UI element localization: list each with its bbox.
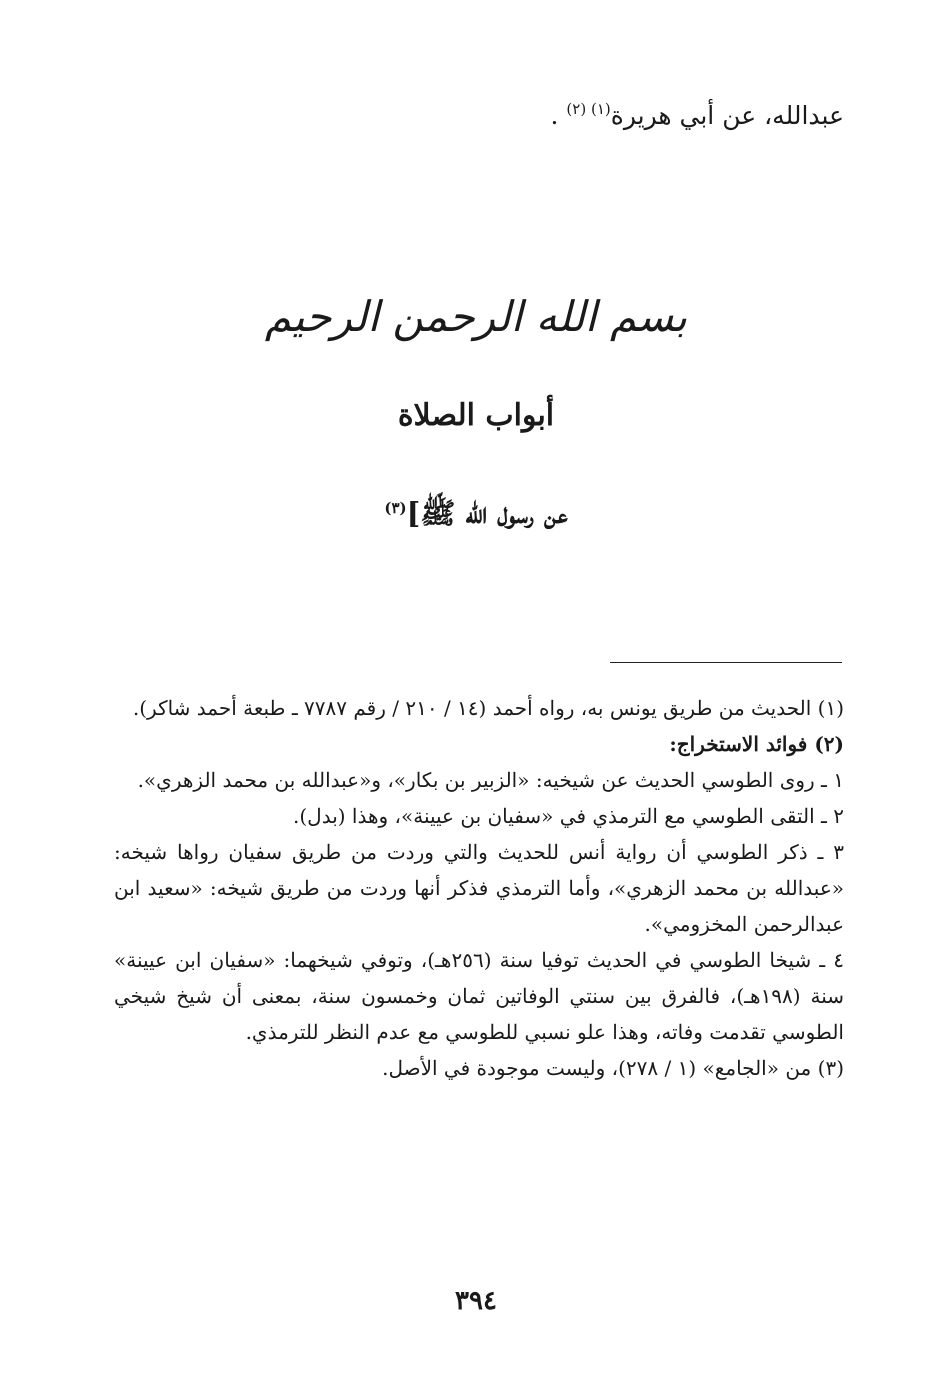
subchapter-text: عن رسول الله ﷺ] bbox=[406, 496, 568, 530]
footnote-separator bbox=[610, 662, 842, 663]
footnote-1: (١) الحديث من طريق يونس به، رواه أحمد (١٤ / ٢١٠ / رقم ٧٧٨٧ ـ طبعة أحمد شاكر). bbox=[132, 696, 844, 720]
basmala: بسم الله الرحمن الرحيم bbox=[264, 292, 688, 341]
chapter-title: أبواب الصلاة bbox=[397, 398, 555, 433]
subchapter-ref: (٣) bbox=[384, 499, 407, 517]
footnote-2-heading: (٢) فوائد الاستخراج: bbox=[669, 732, 844, 756]
footnote-2-item-1: ١ ـ روى الطوسي الحديث عن شيخيه: «الزبير بن بكار»، و«عبدالله بن محمد الزهري». bbox=[137, 768, 844, 792]
continuation-text: عبدالله، عن أبي هريرة bbox=[610, 101, 844, 130]
footnote-2-item-4: ٤ ـ شيخا الطوسي في الحديث توفيا سنة (٢٥٦هـ)، وتوفي شيخهما: «سفيان ابن عيينة» سنة (١٩٨هـ)، فالفرق بين سنتي الوفاتين ثمان وخمسون سنة، بمعنى أن شيخ شيخي الطوسي تقدمت وفاته، وهذا علو نسبي للطوسي مع عدم النظر للترمذي. bbox=[114, 948, 845, 1044]
page-number: ٣٩٤ bbox=[455, 1286, 497, 1316]
continuation-line bbox=[144, 100, 844, 130]
footnote-3: (٣) من «الجامع» (١ / ٢٧٨)، وليست موجودة في الأصل. bbox=[382, 1056, 844, 1080]
line-end: . bbox=[550, 101, 567, 130]
footnote-2-item-2: ٢ ـ التقى الطوسي مع الترمذي في «سفيان بن عيينة»، وهذا (بدل). bbox=[293, 804, 844, 828]
footnotes bbox=[114, 690, 844, 1086]
footnote-refs: (١) (٢) bbox=[566, 100, 611, 118]
subchapter-title bbox=[0, 496, 952, 538]
footnote-2-item-3: ٣ ـ ذكر الطوسي أن رواية أنس للحديث والتي وردت من طريق سفيان رواها شيخه: «عبدالله بن محمد الزهري»، وأما الترمذي فذكر أنها وردت من طريق شيخه: «سعيد ابن عبدالرحمن المخزومي». bbox=[114, 840, 844, 936]
